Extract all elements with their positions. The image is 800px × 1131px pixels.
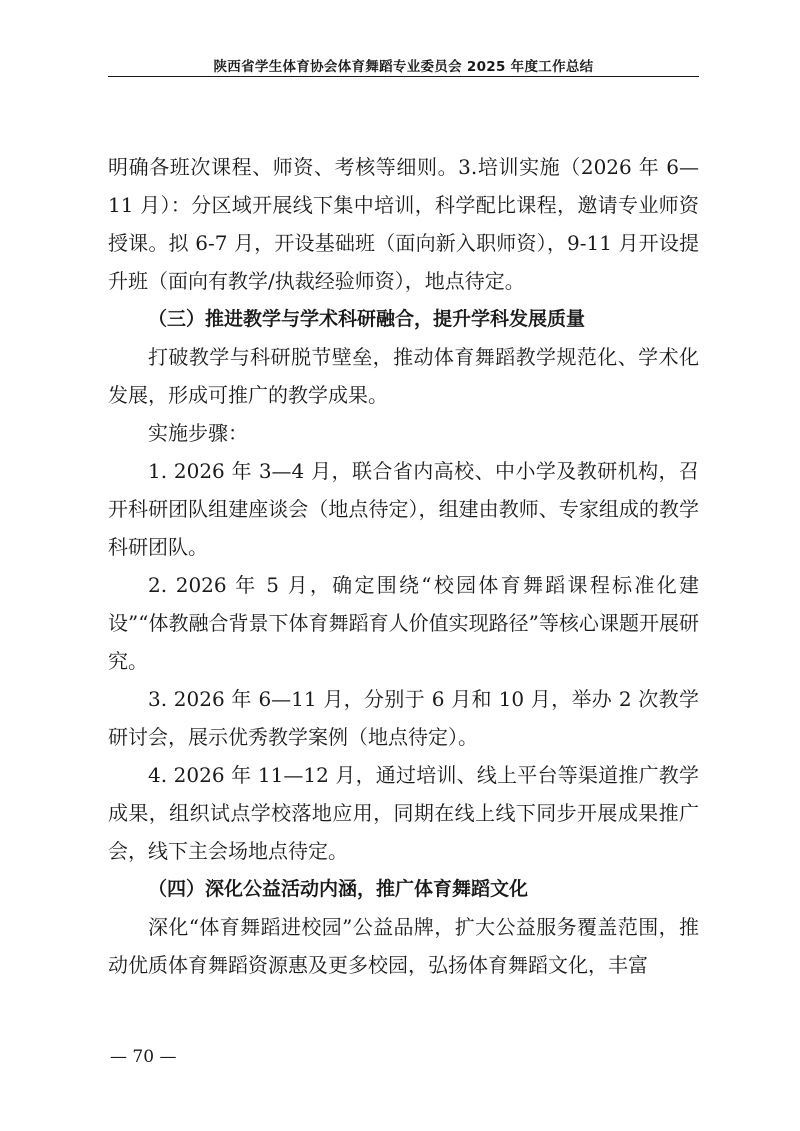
header-divider <box>108 76 699 77</box>
page-header-title: 陕西省学生体育协会体育舞蹈专业委员会 2025 年度工作总结 <box>213 59 594 75</box>
paragraph-steps-label: 实施步骤： <box>148 421 248 445</box>
paragraph-step-3: 3. 2026 年 6—11 月，分别于 6 月和 10 月，举办 2 次教学研讨会，展示优秀教学案例（地点待定）。 <box>108 687 699 749</box>
section-heading-4: （四）深化公益活动内涵，推广体育舞蹈文化 <box>148 878 529 900</box>
page-number: — 70 — <box>110 1047 177 1067</box>
paragraph-step-1: 1. 2026 年 3—4 月，联合省内高校、中小学及教研机构，召开科研团队组建座谈会（地点待定），组建由教师、专家组成的教学科研团队。 <box>108 459 699 559</box>
paragraph-intro-research: 打破教学与科研脱节壁垒，推动体育舞蹈教学规范化、学术化发展，形成可推广的教学成果。 <box>108 345 699 407</box>
section-heading-3: （三）推进教学与学术科研融合，提升学科发展质量 <box>148 308 586 330</box>
paragraph-public-welfare: 深化“体育舞蹈进校园”公益品牌，扩大公益服务覆盖范围，推动优质体育舞蹈资源惠及更多校园，弘扬体育舞蹈文化，丰富 <box>108 915 699 977</box>
paragraph-training-implementation: 明确各班次课程、师资、考核等细则。3.培训实施（2026 年 6—11 月）：分区域开展线下集中培训，科学配比课程，邀请专业师资授课。拟 6-7 月，开设基础班（面向新入职师资），9-11 月开设提升班（面向有教学/执裁经验师资），地点待定。 <box>108 155 699 293</box>
paragraph-step-2: 2. 2026 年 5 月，确定围绕“校园体育舞蹈课程标准化建设”“体教融合背景下体育舞蹈育人价值实现路径”等核心课题开展研究。 <box>108 573 699 673</box>
document-body <box>108 148 699 984</box>
paragraph-step-4: 4. 2026 年 11—12 月，通过培训、线上平台等渠道推广教学成果，组织试点学校落地应用，同期在线上线下同步开展成果推广会，线下主会场地点待定。 <box>108 763 699 863</box>
